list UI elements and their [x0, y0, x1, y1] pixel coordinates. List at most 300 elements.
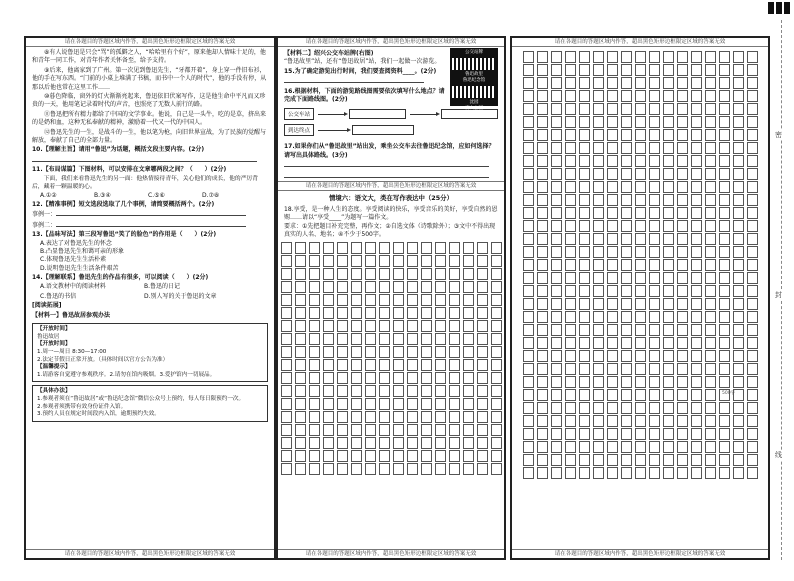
grid-cell[interactable] — [663, 155, 674, 167]
grid-cell[interactable] — [691, 376, 702, 388]
grid-cell[interactable] — [705, 441, 716, 453]
grid-cell[interactable] — [607, 441, 618, 453]
grid-cell[interactable] — [593, 337, 604, 349]
grid-cell[interactable] — [407, 359, 418, 371]
grid-cell[interactable] — [365, 268, 376, 280]
grid-cell[interactable] — [719, 285, 730, 297]
grid-cell[interactable] — [337, 346, 348, 358]
grid-cell[interactable] — [309, 307, 320, 319]
grid-cell[interactable] — [677, 428, 688, 440]
grid-cell[interactable] — [719, 194, 730, 206]
grid-cell[interactable] — [323, 450, 334, 462]
grid-cell[interactable] — [719, 246, 730, 258]
grid-cell[interactable] — [477, 242, 488, 254]
grid-cell[interactable] — [649, 298, 660, 310]
grid-cell[interactable] — [621, 129, 632, 141]
grid-cell[interactable] — [551, 64, 562, 76]
option[interactable]: C.鲁迅的书信 — [40, 292, 77, 300]
grid-cell[interactable] — [295, 255, 306, 267]
grid-cell[interactable] — [309, 333, 320, 345]
grid-cell[interactable] — [449, 450, 460, 462]
grid-cell[interactable] — [523, 116, 534, 128]
grid-cell[interactable] — [579, 376, 590, 388]
grid-cell[interactable] — [635, 415, 646, 427]
grid-cell[interactable] — [691, 246, 702, 258]
grid-cell[interactable] — [663, 415, 674, 427]
grid-cell[interactable] — [379, 294, 390, 306]
grid-cell[interactable] — [635, 272, 646, 284]
grid-cell[interactable] — [407, 385, 418, 397]
grid-cell[interactable] — [733, 194, 744, 206]
grid-cell[interactable] — [379, 346, 390, 358]
grid-cell[interactable] — [351, 294, 362, 306]
grid-cell[interactable] — [593, 454, 604, 466]
grid-cell[interactable] — [477, 437, 488, 449]
grid-cell[interactable] — [649, 103, 660, 115]
grid-cell[interactable] — [323, 372, 334, 384]
grid-cell[interactable] — [747, 246, 758, 258]
grid-cell[interactable] — [733, 415, 744, 427]
grid-cell[interactable] — [491, 359, 502, 371]
grid-cell[interactable] — [393, 346, 404, 358]
grid-cell[interactable] — [719, 116, 730, 128]
grid-cell[interactable] — [463, 398, 474, 410]
grid-cell[interactable] — [621, 428, 632, 440]
grid-cell[interactable] — [663, 64, 674, 76]
grid-cell[interactable] — [565, 350, 576, 362]
grid-cell[interactable] — [421, 307, 432, 319]
grid-cell[interactable] — [295, 398, 306, 410]
grid-cell[interactable] — [649, 376, 660, 388]
grid-cell[interactable] — [719, 129, 730, 141]
grid-cell[interactable] — [337, 463, 348, 475]
grid-cell[interactable] — [579, 285, 590, 297]
grid-cell[interactable] — [691, 103, 702, 115]
grid-cell[interactable] — [295, 359, 306, 371]
grid-cell[interactable] — [449, 359, 460, 371]
grid-cell[interactable] — [565, 220, 576, 232]
grid-cell[interactable] — [705, 64, 716, 76]
grid-cell[interactable] — [677, 246, 688, 258]
grid-cell[interactable] — [551, 311, 562, 323]
grid-cell[interactable] — [537, 415, 548, 427]
grid-cell[interactable] — [449, 372, 460, 384]
grid-cell[interactable] — [677, 181, 688, 193]
grid-cell[interactable] — [705, 103, 716, 115]
grid-cell[interactable] — [551, 259, 562, 271]
grid-cell[interactable] — [621, 389, 632, 401]
grid-cell[interactable] — [379, 307, 390, 319]
grid-cell[interactable] — [691, 181, 702, 193]
grid-cell[interactable] — [421, 255, 432, 267]
grid-cell[interactable] — [747, 77, 758, 89]
grid-cell[interactable] — [565, 168, 576, 180]
grid-cell[interactable] — [393, 385, 404, 397]
grid-cell[interactable] — [551, 194, 562, 206]
grid-cell[interactable] — [677, 142, 688, 154]
grid-cell[interactable] — [537, 155, 548, 167]
grid-cell[interactable] — [719, 428, 730, 440]
grid-cell[interactable] — [393, 294, 404, 306]
grid-cell[interactable] — [523, 298, 534, 310]
grid-cell[interactable] — [705, 155, 716, 167]
grid-cell[interactable] — [579, 402, 590, 414]
grid-cell[interactable] — [677, 207, 688, 219]
grid-cell[interactable] — [551, 324, 562, 336]
grid-cell[interactable] — [281, 333, 292, 345]
grid-cell[interactable] — [593, 233, 604, 245]
grid-cell[interactable] — [677, 155, 688, 167]
grid-cell[interactable] — [649, 129, 660, 141]
grid-cell[interactable] — [351, 255, 362, 267]
grid-cell[interactable] — [393, 255, 404, 267]
grid-cell[interactable] — [365, 424, 376, 436]
grid-cell[interactable] — [551, 454, 562, 466]
grid-cell[interactable] — [635, 155, 646, 167]
grid-cell[interactable] — [551, 90, 562, 102]
grid-cell[interactable] — [593, 90, 604, 102]
grid-cell[interactable] — [491, 333, 502, 345]
grid-cell[interactable] — [463, 450, 474, 462]
grid-cell[interactable] — [565, 51, 576, 63]
grid-cell[interactable] — [663, 324, 674, 336]
grid-cell[interactable] — [463, 424, 474, 436]
grid-cell[interactable] — [691, 454, 702, 466]
grid-cell[interactable] — [379, 424, 390, 436]
grid-cell[interactable] — [579, 454, 590, 466]
grid-cell[interactable] — [491, 307, 502, 319]
grid-cell[interactable] — [491, 320, 502, 332]
grid-cell[interactable] — [677, 129, 688, 141]
grid-cell[interactable] — [677, 324, 688, 336]
grid-cell[interactable] — [295, 372, 306, 384]
grid-cell[interactable] — [733, 129, 744, 141]
grid-cell[interactable] — [705, 454, 716, 466]
grid-cell[interactable] — [705, 142, 716, 154]
grid-cell[interactable] — [677, 220, 688, 232]
grid-cell[interactable] — [677, 259, 688, 271]
grid-cell[interactable] — [691, 64, 702, 76]
grid-cell[interactable] — [621, 324, 632, 336]
grid-cell[interactable] — [635, 220, 646, 232]
grid-cell[interactable] — [435, 463, 446, 475]
grid-cell[interactable] — [309, 242, 320, 254]
grid-cell[interactable] — [323, 359, 334, 371]
grid-cell[interactable] — [635, 181, 646, 193]
grid-cell[interactable] — [537, 77, 548, 89]
grid-cell[interactable] — [649, 90, 660, 102]
grid-cell[interactable] — [393, 437, 404, 449]
grid-cell[interactable] — [379, 372, 390, 384]
grid-cell[interactable] — [309, 450, 320, 462]
grid-cell[interactable] — [719, 142, 730, 154]
grid-cell[interactable] — [621, 259, 632, 271]
grid-cell[interactable] — [407, 346, 418, 358]
grid-cell[interactable] — [491, 255, 502, 267]
grid-cell[interactable] — [747, 51, 758, 63]
grid-cell[interactable] — [551, 142, 562, 154]
grid-cell[interactable] — [393, 450, 404, 462]
grid-cell[interactable] — [733, 272, 744, 284]
grid-cell[interactable] — [635, 103, 646, 115]
grid-cell[interactable] — [365, 463, 376, 475]
grid-cell[interactable] — [537, 298, 548, 310]
grid-cell[interactable] — [593, 441, 604, 453]
grid-cell[interactable] — [663, 467, 674, 479]
option[interactable]: D.别人写的关于鲁迅的文章 — [144, 292, 217, 300]
grid-cell[interactable] — [705, 207, 716, 219]
grid-cell[interactable] — [407, 320, 418, 332]
grid-cell[interactable] — [705, 129, 716, 141]
grid-cell[interactable] — [607, 233, 618, 245]
grid-cell[interactable] — [565, 116, 576, 128]
grid-cell[interactable] — [309, 255, 320, 267]
grid-cell[interactable] — [309, 268, 320, 280]
grid-cell[interactable] — [663, 311, 674, 323]
grid-cell[interactable] — [593, 220, 604, 232]
grid-cell[interactable] — [477, 424, 488, 436]
grid-cell[interactable] — [635, 298, 646, 310]
grid-cell[interactable] — [635, 116, 646, 128]
grid-cell[interactable] — [705, 389, 716, 401]
grid-cell[interactable] — [719, 363, 730, 375]
grid-cell[interactable] — [677, 116, 688, 128]
grid-cell[interactable] — [551, 116, 562, 128]
grid-cell[interactable] — [463, 463, 474, 475]
grid-cell[interactable] — [407, 242, 418, 254]
grid-cell[interactable] — [719, 298, 730, 310]
grid-cell[interactable] — [295, 307, 306, 319]
grid-cell[interactable] — [747, 285, 758, 297]
grid-cell[interactable] — [421, 281, 432, 293]
grid-cell[interactable] — [351, 268, 362, 280]
grid-cell[interactable] — [747, 194, 758, 206]
grid-cell[interactable] — [607, 298, 618, 310]
grid-cell[interactable] — [621, 142, 632, 154]
grid-cell[interactable] — [463, 372, 474, 384]
grid-cell[interactable] — [635, 233, 646, 245]
grid-cell[interactable] — [705, 259, 716, 271]
grid-cell[interactable] — [733, 363, 744, 375]
grid-cell[interactable] — [565, 441, 576, 453]
grid-cell[interactable] — [281, 450, 292, 462]
grid-cell[interactable] — [607, 168, 618, 180]
grid-cell[interactable] — [677, 285, 688, 297]
grid-cell[interactable] — [579, 194, 590, 206]
grid-cell[interactable] — [421, 359, 432, 371]
grid-cell[interactable] — [579, 142, 590, 154]
grid-cell[interactable] — [323, 346, 334, 358]
grid-cell[interactable] — [635, 389, 646, 401]
grid-cell[interactable] — [537, 441, 548, 453]
grid-cell[interactable] — [663, 428, 674, 440]
grid-cell[interactable] — [607, 90, 618, 102]
grid-cell[interactable] — [621, 155, 632, 167]
grid-cell[interactable] — [323, 294, 334, 306]
grid-cell[interactable] — [407, 372, 418, 384]
grid-cell[interactable] — [635, 77, 646, 89]
grid-cell[interactable] — [435, 294, 446, 306]
grid-cell[interactable] — [579, 116, 590, 128]
grid-cell[interactable] — [365, 294, 376, 306]
grid-cell[interactable] — [463, 359, 474, 371]
grid-cell[interactable] — [663, 376, 674, 388]
grid-cell[interactable] — [565, 298, 576, 310]
grid-cell[interactable] — [649, 467, 660, 479]
grid-cell[interactable] — [393, 372, 404, 384]
grid-cell[interactable] — [635, 51, 646, 63]
grid-cell[interactable] — [421, 346, 432, 358]
grid-cell[interactable] — [421, 437, 432, 449]
grid-cell[interactable] — [351, 320, 362, 332]
grid-cell[interactable] — [579, 51, 590, 63]
grid-cell[interactable] — [295, 450, 306, 462]
grid-cell[interactable] — [551, 233, 562, 245]
grid-cell[interactable] — [649, 441, 660, 453]
grid-cell[interactable] — [491, 463, 502, 475]
grid-cell[interactable] — [593, 376, 604, 388]
grid-cell[interactable] — [491, 437, 502, 449]
grid-cell[interactable] — [421, 398, 432, 410]
grid-cell[interactable] — [565, 337, 576, 349]
grid-cell[interactable] — [477, 463, 488, 475]
grid-cell[interactable] — [733, 454, 744, 466]
grid-cell[interactable] — [565, 142, 576, 154]
grid-cell[interactable] — [607, 311, 618, 323]
grid-cell[interactable] — [733, 298, 744, 310]
grid-cell[interactable] — [565, 272, 576, 284]
grid-cell[interactable] — [565, 64, 576, 76]
grid-cell[interactable] — [565, 415, 576, 427]
grid-cell[interactable] — [379, 281, 390, 293]
grid-cell[interactable] — [393, 281, 404, 293]
grid-cell[interactable] — [281, 307, 292, 319]
grid-cell[interactable] — [393, 424, 404, 436]
grid-cell[interactable] — [477, 385, 488, 397]
grid-cell[interactable] — [747, 298, 758, 310]
grid-cell[interactable] — [537, 194, 548, 206]
grid-cell[interactable] — [719, 207, 730, 219]
grid-cell[interactable] — [323, 385, 334, 397]
grid-cell[interactable] — [663, 103, 674, 115]
grid-cell[interactable] — [337, 424, 348, 436]
grid-cell[interactable] — [337, 333, 348, 345]
grid-cell[interactable] — [523, 194, 534, 206]
grid-cell[interactable] — [337, 359, 348, 371]
grid-cell[interactable] — [379, 320, 390, 332]
grid-cell[interactable] — [607, 116, 618, 128]
grid-cell[interactable] — [421, 320, 432, 332]
grid-cell[interactable] — [523, 64, 534, 76]
grid-cell[interactable] — [705, 376, 716, 388]
grid-cell[interactable] — [649, 259, 660, 271]
grid-cell[interactable] — [719, 181, 730, 193]
grid-cell[interactable] — [477, 398, 488, 410]
grid-cell[interactable] — [537, 64, 548, 76]
grid-cell[interactable] — [747, 441, 758, 453]
grid-cell[interactable] — [747, 350, 758, 362]
answer-line[interactable] — [56, 220, 246, 227]
grid-cell[interactable] — [593, 298, 604, 310]
grid-cell[interactable] — [351, 411, 362, 423]
grid-cell[interactable] — [565, 207, 576, 219]
grid-cell[interactable] — [295, 268, 306, 280]
grid-cell[interactable] — [691, 389, 702, 401]
grid-cell[interactable] — [677, 337, 688, 349]
grid-cell[interactable] — [579, 90, 590, 102]
grid-cell[interactable] — [747, 454, 758, 466]
grid-cell[interactable] — [691, 298, 702, 310]
grid-cell[interactable] — [747, 467, 758, 479]
grid-cell[interactable] — [523, 90, 534, 102]
grid-cell[interactable] — [621, 51, 632, 63]
grid-cell[interactable] — [635, 129, 646, 141]
grid-cell[interactable] — [477, 320, 488, 332]
grid-cell[interactable] — [523, 51, 534, 63]
grid-cell[interactable] — [309, 372, 320, 384]
grid-cell[interactable] — [593, 116, 604, 128]
grid-cell[interactable] — [635, 467, 646, 479]
grid-cell[interactable] — [621, 116, 632, 128]
grid-cell[interactable] — [435, 359, 446, 371]
grid-cell[interactable] — [747, 428, 758, 440]
grid-cell[interactable] — [747, 402, 758, 414]
grid-cell[interactable] — [435, 333, 446, 345]
grid-cell[interactable] — [449, 320, 460, 332]
grid-cell[interactable] — [705, 168, 716, 180]
grid-cell[interactable] — [323, 255, 334, 267]
grid-cell[interactable] — [705, 246, 716, 258]
grid-cell[interactable] — [593, 155, 604, 167]
grid-cell[interactable] — [733, 311, 744, 323]
grid-cell[interactable] — [281, 463, 292, 475]
grid-cell[interactable] — [649, 77, 660, 89]
grid-cell[interactable] — [435, 411, 446, 423]
grid-cell[interactable] — [635, 376, 646, 388]
grid-cell[interactable] — [649, 402, 660, 414]
grid-cell[interactable] — [565, 155, 576, 167]
grid-cell[interactable] — [705, 363, 716, 375]
grid-cell[interactable] — [691, 129, 702, 141]
grid-cell[interactable] — [579, 220, 590, 232]
grid-cell[interactable] — [635, 402, 646, 414]
grid-cell[interactable] — [719, 233, 730, 245]
grid-cell[interactable] — [435, 346, 446, 358]
grid-cell[interactable] — [323, 463, 334, 475]
grid-cell[interactable] — [477, 307, 488, 319]
grid-cell[interactable] — [733, 155, 744, 167]
grid-cell[interactable] — [365, 411, 376, 423]
grid-cell[interactable] — [635, 337, 646, 349]
grid-cell[interactable] — [649, 454, 660, 466]
grid-cell[interactable] — [649, 233, 660, 245]
grid-cell[interactable] — [537, 246, 548, 258]
grid-cell[interactable] — [593, 259, 604, 271]
grid-cell[interactable] — [733, 285, 744, 297]
grid-cell[interactable] — [747, 415, 758, 427]
grid-cell[interactable] — [663, 116, 674, 128]
grid-cell[interactable] — [435, 398, 446, 410]
grid-cell[interactable] — [281, 268, 292, 280]
grid-cell[interactable] — [337, 294, 348, 306]
grid-cell[interactable] — [719, 168, 730, 180]
answer-line[interactable] — [284, 171, 489, 178]
grid-cell[interactable] — [295, 424, 306, 436]
grid-cell[interactable] — [323, 333, 334, 345]
answer-line[interactable] — [32, 155, 257, 162]
grid-cell[interactable] — [719, 415, 730, 427]
grid-cell[interactable] — [491, 411, 502, 423]
